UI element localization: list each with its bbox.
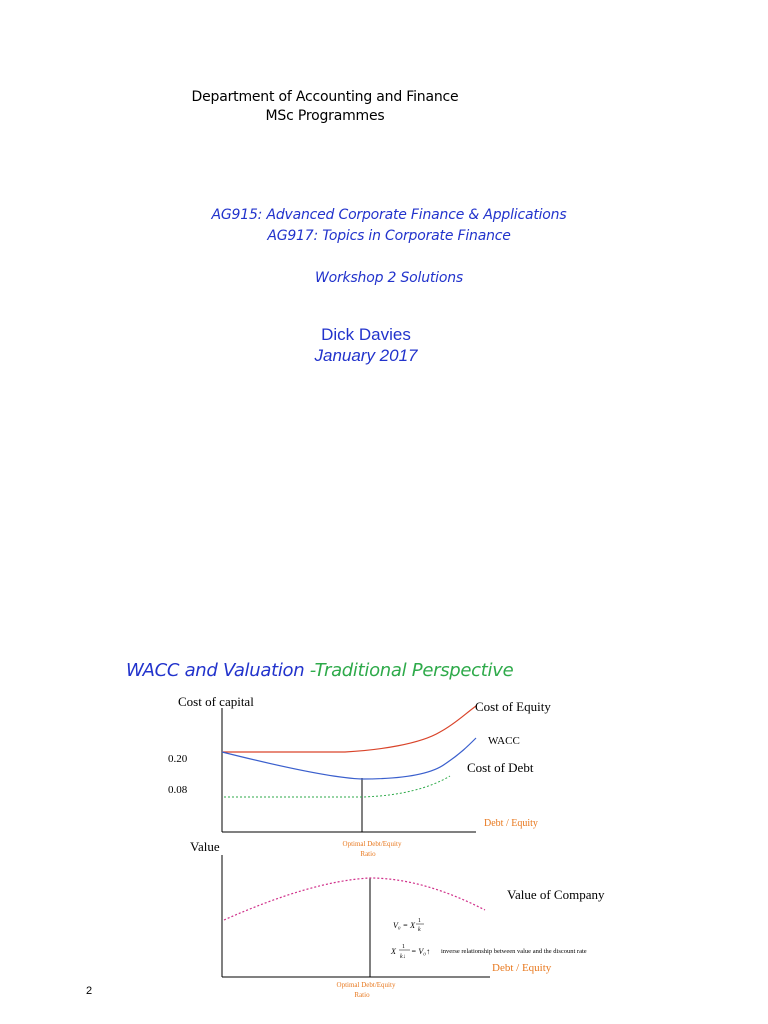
slide-title xyxy=(126,660,513,681)
formula-note: inverse relationship between value and the discount rate xyxy=(441,948,587,955)
wacc-valuation-diagram xyxy=(0,680,768,1000)
course-title-2: AG917: Topics in Corporate Finance xyxy=(267,228,511,244)
cost-of-equity-label: Cost of Equity xyxy=(475,699,551,714)
top-optimal-label-line2: Ratio xyxy=(360,850,376,858)
author-name: Dick Davies xyxy=(321,325,411,344)
wacc-label: WACC xyxy=(488,735,520,747)
bottom-optimal-label-line2: Ratio xyxy=(354,991,370,999)
author-date: January 2017 xyxy=(314,346,418,365)
cost-of-debt-label: Cost of Debt xyxy=(467,760,534,775)
cost-of-equity-line xyxy=(222,706,476,752)
value-of-company-label: Value of Company xyxy=(507,887,605,902)
slide-title-part2: -Traditional Perspective xyxy=(309,660,514,681)
department-title: Department of Accounting and Finance xyxy=(191,89,459,105)
formula-1-lhs: V₀ = X xyxy=(393,921,415,930)
tick-label-020: 0.20 xyxy=(168,753,188,765)
bottom-optimal-label-line1: Optimal Debt/Equity xyxy=(336,981,396,989)
slide-title-part1: WACC and Valuation xyxy=(126,660,305,681)
formula-2-lhs: X xyxy=(391,947,396,956)
programmes-title: MSc Programmes xyxy=(265,108,385,124)
formula-1-numerator: 1 xyxy=(418,918,421,924)
formula-2-rhs: = V₀↑ xyxy=(411,947,431,956)
formula-1-denominator: k xyxy=(418,927,421,933)
top-ylabel: Cost of capital xyxy=(178,694,254,709)
page-number: 2 xyxy=(86,985,93,997)
workshop-title: Workshop 2 Solutions xyxy=(314,270,464,286)
top-xlabel: Debt / Equity xyxy=(484,818,538,829)
formula-2-numerator: 1 xyxy=(402,944,405,950)
formula-block xyxy=(390,918,587,960)
top-optimal-label-line1: Optimal Debt/Equity xyxy=(342,840,402,848)
tick-label-008: 0.08 xyxy=(168,784,188,796)
formula-2-denominator: k↓ xyxy=(400,954,406,960)
course-title-1: AG915: Advanced Corporate Finance & Applications xyxy=(211,207,567,223)
cost-of-debt-line xyxy=(224,776,450,797)
bottom-ylabel: Value xyxy=(190,839,220,854)
bottom-xlabel: Debt / Equity xyxy=(492,962,552,974)
value-of-company-curve xyxy=(224,878,485,920)
wacc-line xyxy=(222,738,476,779)
